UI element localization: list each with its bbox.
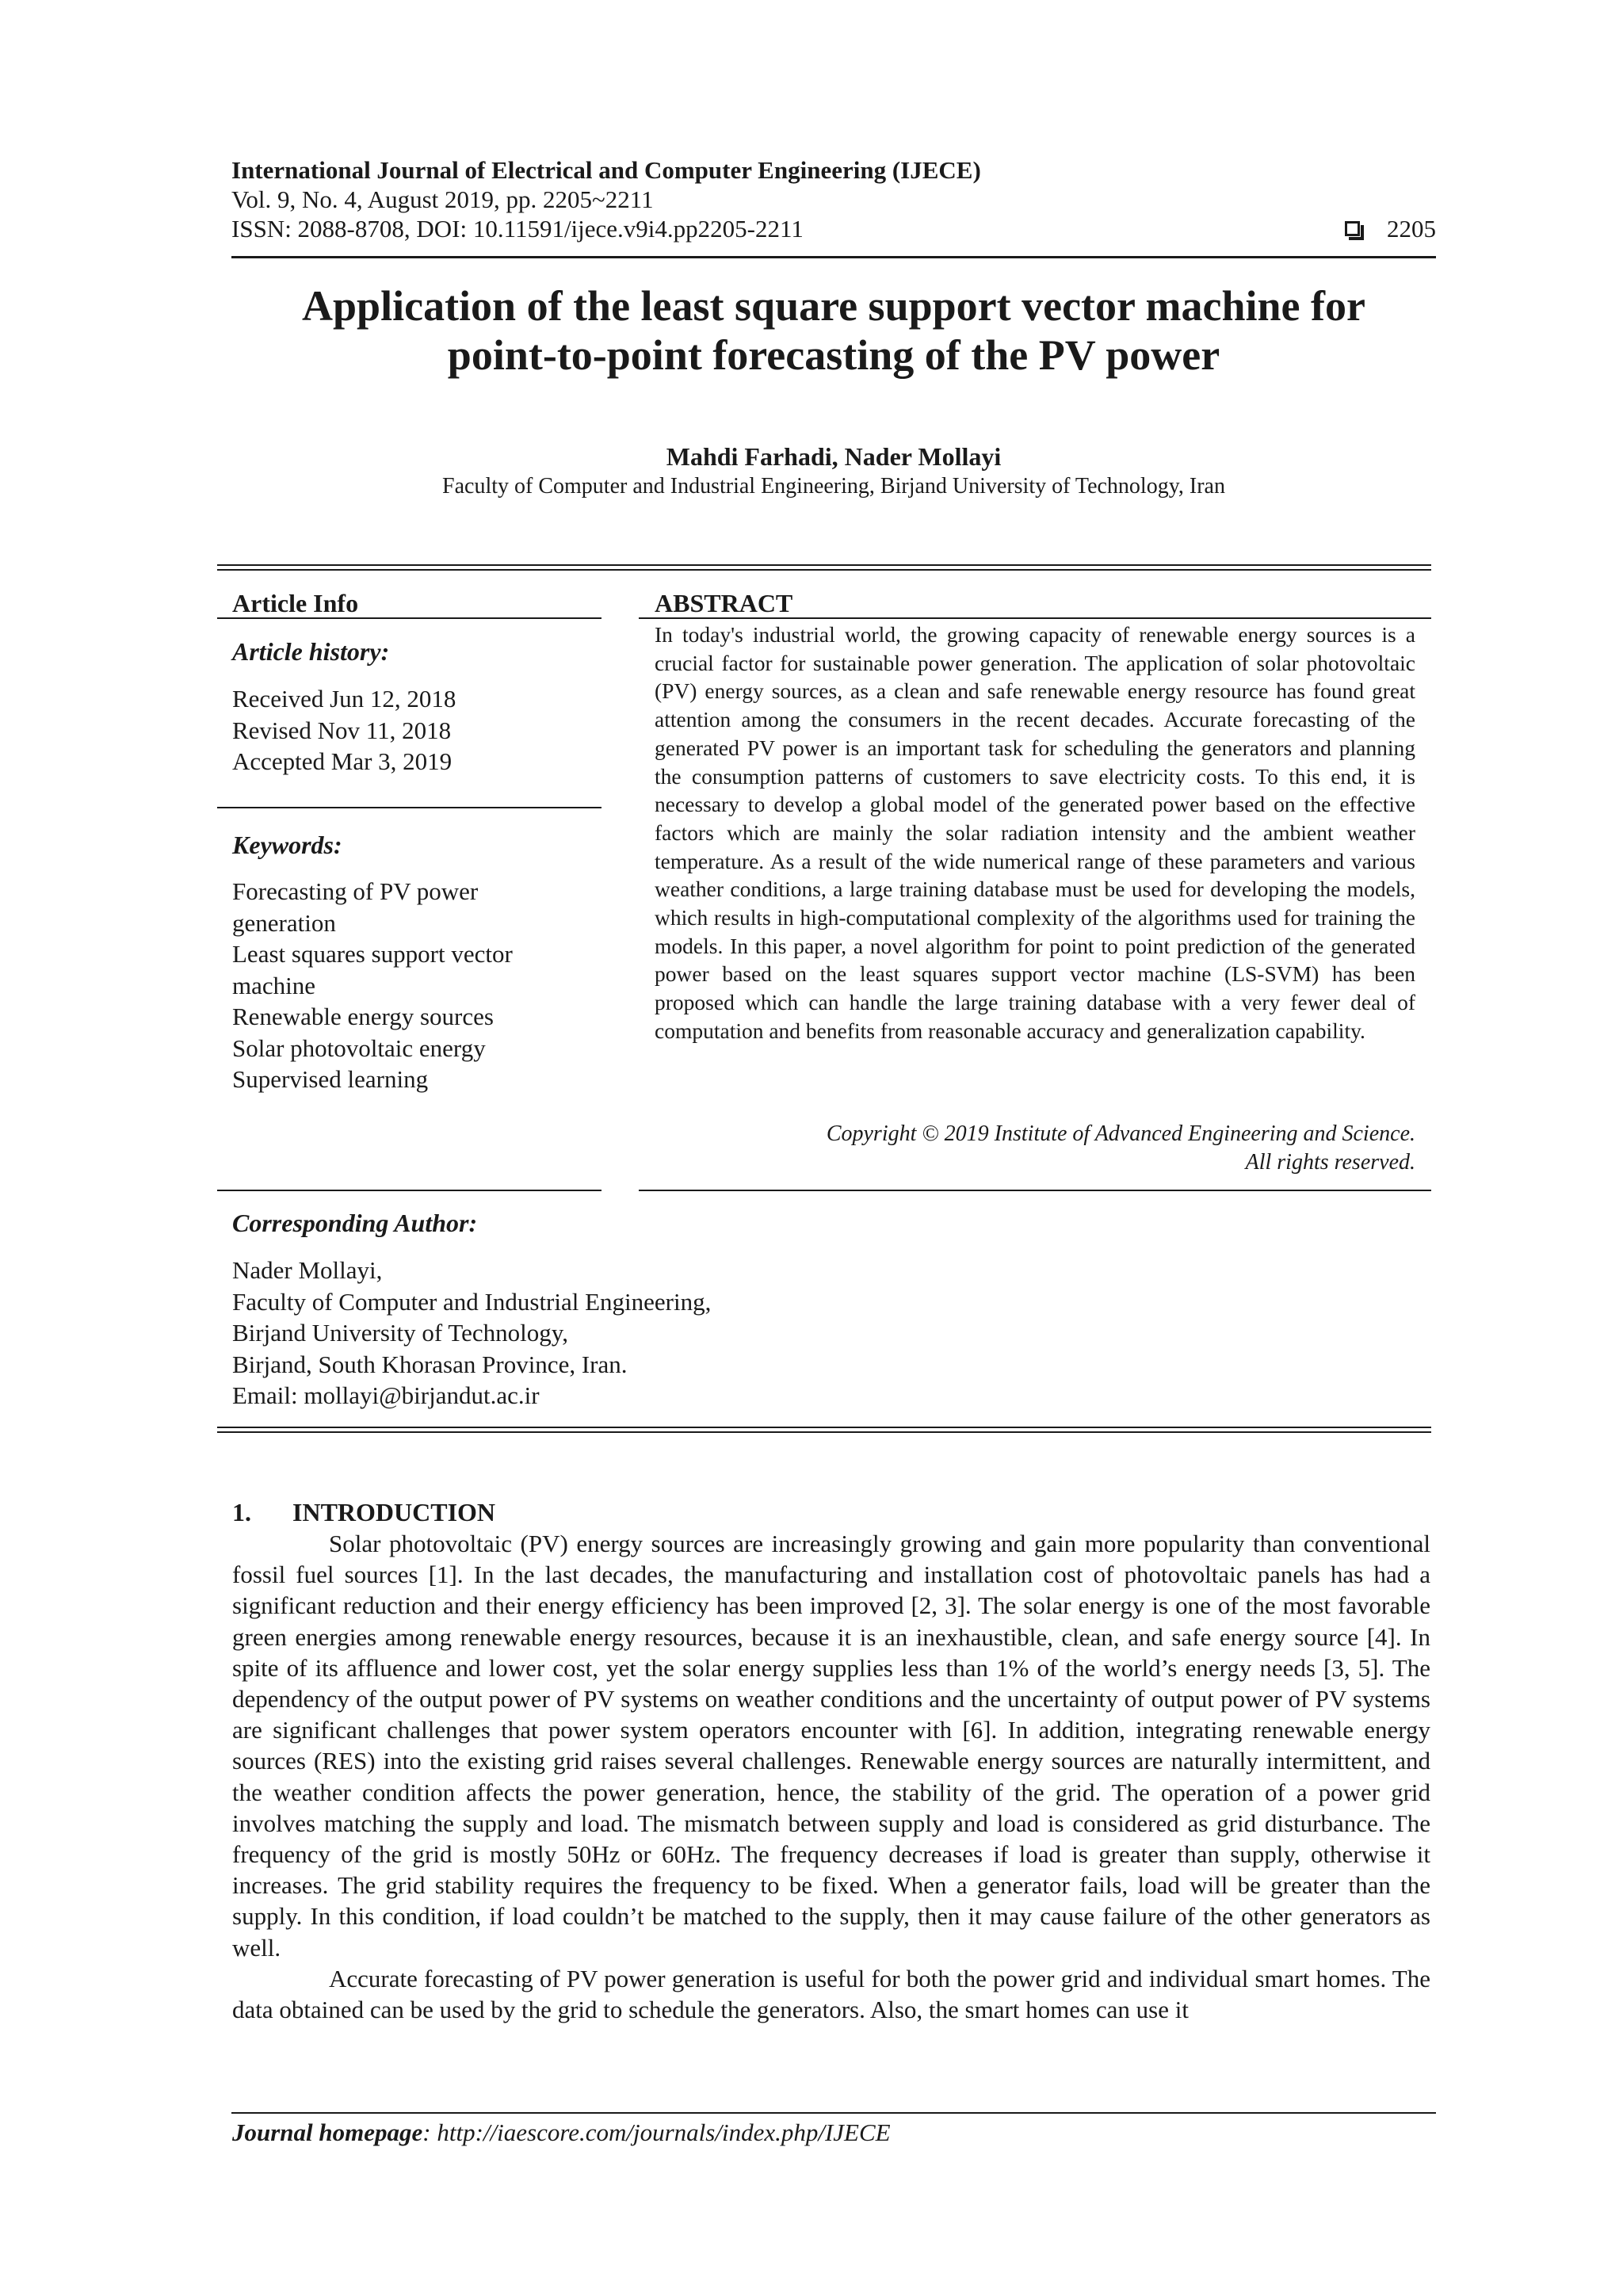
author-email: Email: mollayi@birjandut.ac.ir: [232, 1381, 540, 1409]
journal-homepage-footer: [232, 2118, 891, 2148]
title-line-1: Application of the least square support vector machine for: [302, 282, 1365, 330]
abstract-bottom-rule: [639, 1190, 1431, 1191]
revised-date: Revised Nov 11, 2018: [232, 716, 452, 744]
abstract-heading: ABSTRACT: [655, 589, 793, 617]
keyword-item: machine: [232, 971, 316, 999]
received-date: Received Jun 12, 2018: [232, 685, 456, 712]
issn-doi-line: ISSN: 2088-8708, DOI: 10.11591/ijece.v9i4.pp2205-2211: [231, 215, 804, 243]
author-name: Nader Mollayi,: [232, 1256, 383, 1284]
introduction-body: [232, 1528, 1430, 2025]
square-box-icon: [1345, 221, 1360, 236]
keyword-item: Supervised learning: [232, 1065, 429, 1093]
running-header: [231, 155, 1436, 243]
keyword-item: Renewable energy sources: [232, 1003, 494, 1030]
accepted-date: Accepted Mar 3, 2019: [232, 747, 453, 775]
history-rule: [217, 807, 601, 808]
footer-rule: [231, 2112, 1436, 2114]
header-rule: [231, 256, 1436, 258]
corresponding-author-details: [232, 1255, 945, 1412]
corresponding-author-heading: Corresponding Author:: [232, 1209, 478, 1237]
keywords-list: [232, 876, 573, 1095]
keywords-heading: Keywords:: [232, 831, 342, 859]
keyword-item: Solar photovoltaic energy: [232, 1033, 486, 1062]
author-university: Birjand University of Technology,: [232, 1319, 569, 1347]
copyright-line-2: All rights reserved.: [1245, 1150, 1415, 1175]
article-history-heading: Article history:: [232, 637, 390, 666]
info-top-rule: [217, 564, 1431, 571]
keyword-item: Forecasting of PV power: [232, 877, 479, 905]
paper-title: [231, 281, 1436, 380]
author-faculty: Faculty of Computer and Industrial Engineering,: [232, 1287, 712, 1316]
affiliation: Faculty of Computer and Industrial Engineering, Birjand University of Technology, Iran: [442, 474, 1225, 499]
info-bottom-rule: [217, 1427, 1431, 1433]
article-history-list: [232, 683, 573, 777]
author-location: Birjand, South Khorasan Province, Iran.: [232, 1350, 628, 1378]
abstract-text: In today's industrial world, the growing capacity of renewable energy sources is a crucial factor for sustainable power generation. The application of solar photovoltaic (PV) energy sources, as a clean and safe renewable energy resource has found great attention among the consumers in the recent decades. Accurate forecasting of the generated PV power is an important task for scheduling the generators and planning the consumption patterns of customers to save electricity costs. To this end, it is necessary to develop a global model of the generated power based on the effective factors which are mainly the solar radiation intensity and the ambient weather temperature. As a result of the wide numerical range of these parameters and various weather conditions, a large training database must be used for developing the models, which results in high-computational complexity of the algorithms used for training the models. In this paper, a novel algorithm for point to point prediction of the generated power based on the least squares support vector machine (LS-SVM) has been proposed which can handle the large training database with a very fewer deal of computation and benefits from reasonable accuracy and generalization capability.: [655, 622, 1415, 1043]
keyword-item: Least squares support vector: [232, 940, 513, 968]
article-info-heading: Article Info: [232, 589, 359, 617]
section-number: 1.: [232, 1498, 251, 1526]
keyword-item: generation: [232, 908, 336, 937]
footer-url[interactable]: : http://iaescore.com/journals/index.php/IJECE: [422, 2118, 891, 2146]
title-line-2: point-to-point forecasting of the PV power: [447, 331, 1220, 379]
footer-label: Journal homepage: [232, 2118, 423, 2146]
paragraph: Solar photovoltaic (PV) energy sources are increasingly growing and gain more popularity than conventional fossil fuel sources [1]. In the last decades, the manufacturing and installation cost of photovoltaic panels has had a significant reduction and their energy efficiency has been improved [2, 3]. The solar energy is one of the most favorable green energies among renewable energy resources, because it is an inexhaustible, clean, and safe energy source [4]. In spite of its affluence and lower cost, yet the solar energy supplies less than 1% of the world’s energy needs [3, 5]. The dependency of the output power of PV systems on weather conditions and the uncertainty of output power of PV systems are significant challenges that power system operators encounter with [6]. In addition, integrating renewable energy sources (RES) into the existing grid raises several challenges. Renewable energy sources are naturally intermittent, and the weather condition affects the power generation, hence, the stability of the grid. The operation of a power grid involves matching the supply and load. The mismatch between supply and load is considered as grid disturbance. The frequency of the grid is mostly 50Hz or 60Hz. The frequency decreases if load is greater than supply, otherwise it increases. The grid stability requires the frequency to be fixed. When a generator fails, load will be greater than the supply. In this condition, if load couldn’t be matched to the supply, then it may cause failure of the other generators as well.: [232, 1530, 1430, 1962]
journal-name: International Journal of Electrical and Computer Engineering (IJECE): [231, 156, 981, 184]
page-number: 2205: [1387, 215, 1436, 243]
paragraph: Accurate forecasting of PV power generation is useful for both the power grid and individual smart homes. The data obtained can be used by the grid to schedule the generators. Also, the smart homes can use it: [232, 1964, 1430, 2024]
section-title: INTRODUCTION: [292, 1498, 496, 1526]
section-heading: [232, 1497, 495, 1527]
copyright-line-1: Copyright © 2019 Institute of Advanced Engineering and Science.: [826, 1121, 1415, 1146]
keywords-bottom-rule: [217, 1190, 601, 1191]
copyright-notice: [655, 1120, 1415, 1177]
authors: Mahdi Farhadi, Nader Mollayi: [666, 442, 1002, 471]
volume-line: Vol. 9, No. 4, August 2019, pp. 2205~2211: [231, 185, 654, 213]
